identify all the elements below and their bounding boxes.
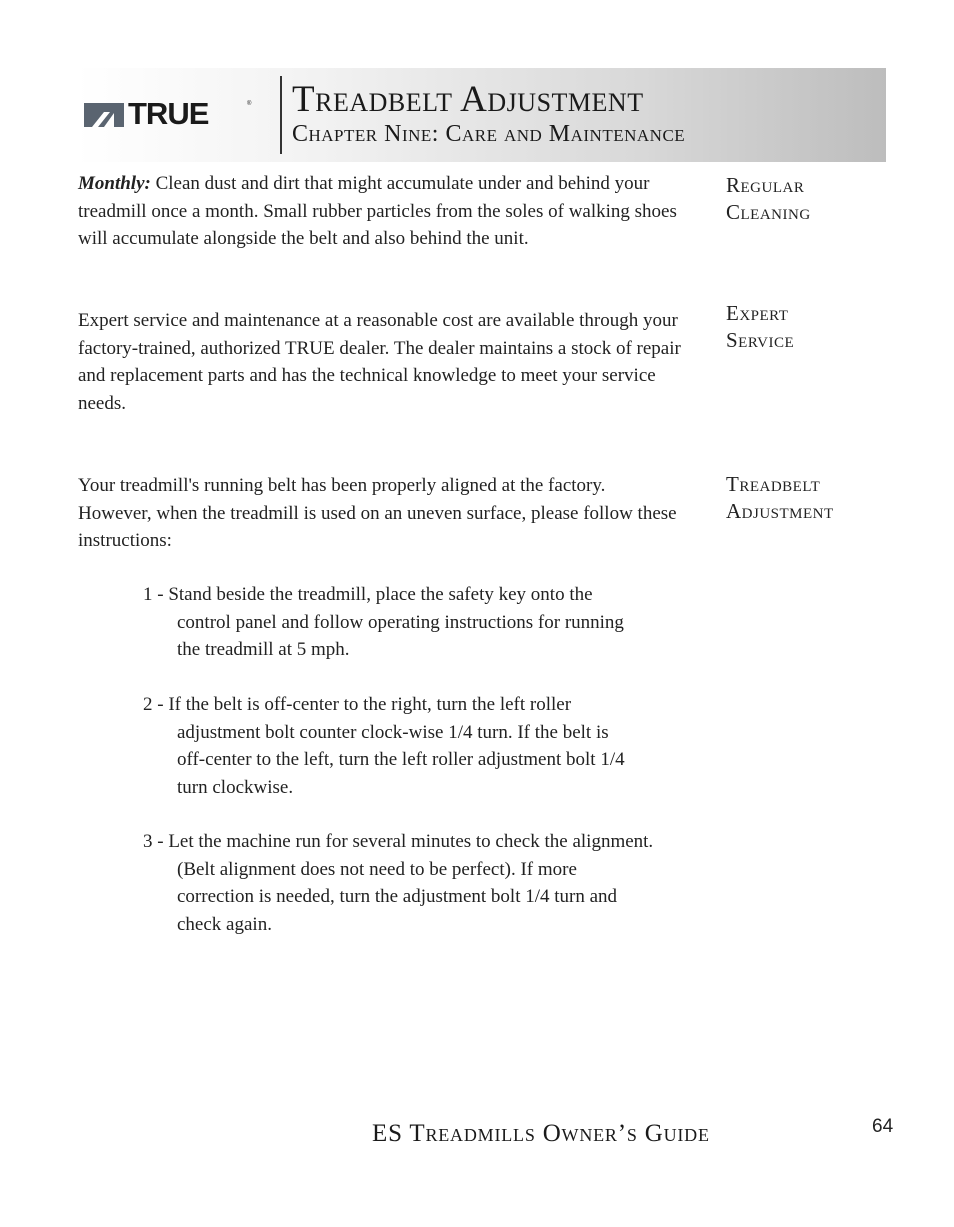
- page-header: [76, 68, 886, 162]
- instruction-step-3: 3 - Let the machine run for several minutes to check the alignment. (Belt alignment does not need to be perfect). If more correction is needed, turn the adjustment bolt 1/4 turn and check again.: [143, 831, 654, 935]
- chapter-subtitle: Chapter Nine: Care and Maintenance: [292, 121, 686, 147]
- side-label-line: Regular: [726, 173, 805, 197]
- monthly-lead: Monthly:: [78, 173, 151, 194]
- side-label-line: Service: [726, 328, 795, 352]
- regular-cleaning-text: Clean dust and dirt that might accumulate under and behind your treadmill once a month. Small rubber particles from the soles of walking shoes will accumulate alongside the belt and also behind the unit.: [78, 173, 677, 249]
- header-divider: [280, 76, 282, 154]
- side-label-line: Treadbelt: [726, 472, 821, 496]
- side-label-line: Expert: [726, 301, 789, 325]
- page-number: 64: [872, 1116, 894, 1137]
- instruction-step-1: 1 - Stand beside the treadmill, place the safety key onto the control panel and follow operating instructions for running the treadmill at 5 mph.: [143, 584, 624, 660]
- side-label-line: Adjustment: [726, 499, 834, 523]
- treadbelt-intro-paragraph: Your treadmill's running belt has been properly aligned at the factory. However, when the treadmill is used on an uneven surface, please follow these instructions:: [78, 475, 677, 551]
- side-label-line: Cleaning: [726, 200, 811, 224]
- expert-service-paragraph: Expert service and maintenance at a reasonable cost are available through your factory-trained, authorized TRUE dealer. The dealer maintains a stock of repair and replacement parts and has the technical knowledge to meet your service needs.: [78, 310, 681, 414]
- guide-title: ES Treadmills Owner’s Guide: [372, 1120, 710, 1147]
- true-logo-mark-icon: [84, 103, 124, 127]
- instruction-step-2: 2 - If the belt is off-center to the right, turn the left roller adjustment bolt counter clock-wise 1/4 turn. If the belt is off-center to the left, turn the left roller adjustment bolt 1/4 turn clockwise.: [143, 694, 625, 798]
- side-label-treadbelt-adjustment: [726, 471, 926, 525]
- regular-cleaning-paragraph: [78, 170, 708, 253]
- side-label-expert-service: [726, 300, 926, 354]
- logo-text: TRUE: [128, 96, 209, 131]
- page-title: Treadbelt Adjustment: [292, 79, 644, 120]
- side-label-regular-cleaning: [726, 172, 926, 226]
- true-logo: [84, 96, 254, 131]
- logo-trademark: ®: [247, 101, 252, 107]
